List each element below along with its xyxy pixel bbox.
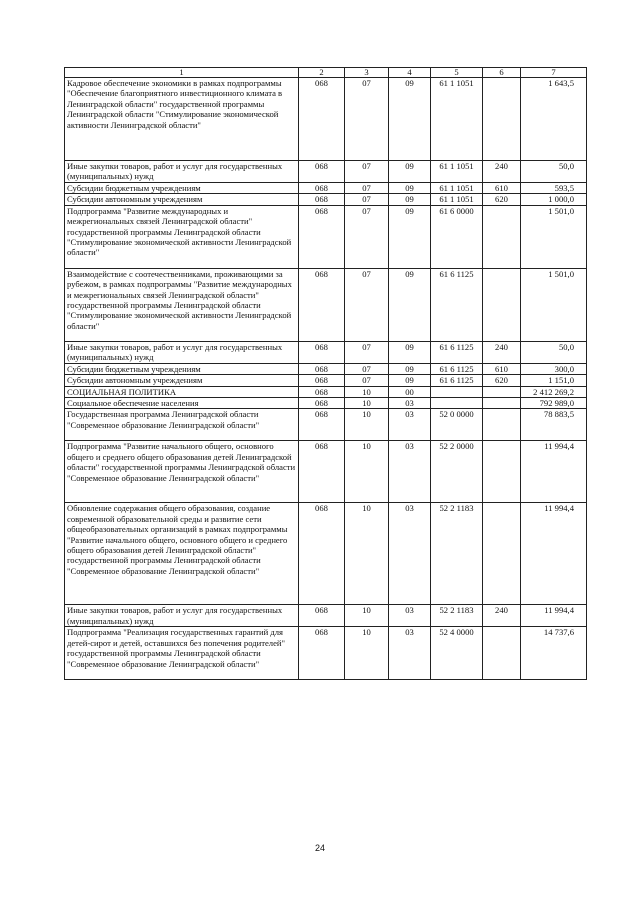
table-row [65, 194, 587, 205]
row-code-6 [483, 386, 521, 397]
row-code-6: 240 [483, 161, 521, 183]
row-amount: 792 989,0 [521, 398, 587, 409]
row-code-2: 068 [299, 441, 345, 503]
row-code-5: 61 1 1051 [431, 78, 483, 161]
row-amount: 11 994,4 [521, 503, 587, 605]
row-code-4: 09 [389, 183, 431, 194]
row-code-3: 10 [345, 605, 389, 627]
row-name: СОЦИАЛЬНАЯ ПОЛИТИКА [65, 386, 299, 397]
row-amount: 1 501,0 [521, 268, 587, 341]
row-code-3: 10 [345, 627, 389, 680]
row-code-2: 068 [299, 268, 345, 341]
row-code-4: 09 [389, 194, 431, 205]
table-row [65, 627, 587, 680]
row-amount: 1 151,0 [521, 375, 587, 386]
row-name: Иные закупки товаров, работ и услуг для государственных (муниципальных) нужд [65, 605, 299, 627]
row-amount: 50,0 [521, 341, 587, 363]
row-code-2: 068 [299, 78, 345, 161]
row-code-5: 52 4 0000 [431, 627, 483, 680]
row-code-6 [483, 78, 521, 161]
header-cell-4: 4 [389, 68, 431, 78]
row-code-3: 10 [345, 503, 389, 605]
row-code-4: 09 [389, 78, 431, 161]
row-amount: 1 501,0 [521, 205, 587, 268]
row-amount: 300,0 [521, 363, 587, 374]
row-code-4: 03 [389, 409, 431, 441]
row-code-6: 610 [483, 363, 521, 374]
row-amount: 1 643,5 [521, 78, 587, 161]
row-code-5: 61 6 1125 [431, 375, 483, 386]
row-code-5: 61 6 0000 [431, 205, 483, 268]
row-name: Субсидии автономным учреждениям [65, 375, 299, 386]
row-amount: 11 994,4 [521, 441, 587, 503]
row-amount: 1 000,0 [521, 194, 587, 205]
row-code-6 [483, 627, 521, 680]
table-row [65, 341, 587, 363]
table-row [65, 409, 587, 441]
table-row [65, 503, 587, 605]
row-code-5: 61 1 1051 [431, 183, 483, 194]
row-code-2: 068 [299, 503, 345, 605]
table-row [65, 161, 587, 183]
row-code-4: 09 [389, 375, 431, 386]
table-body [65, 68, 587, 680]
row-name: Государственная программа Ленинградской области "Современное образование Ленинградской области" [65, 409, 299, 441]
row-code-4: 09 [389, 161, 431, 183]
row-code-4: 09 [389, 205, 431, 268]
row-code-3: 07 [345, 161, 389, 183]
row-code-2: 068 [299, 605, 345, 627]
row-code-4: 09 [389, 341, 431, 363]
table-row [65, 205, 587, 268]
table-row [65, 605, 587, 627]
row-code-6 [483, 441, 521, 503]
header-cell-5: 5 [431, 68, 483, 78]
row-code-3: 07 [345, 205, 389, 268]
row-name: Обновление содержания общего образования, создание современной образовательной среды и развитие сети общеобразовательных организаций в рамках подпрограммы "Развитие начального общего, основного общего и среднего общего образования детей Ленинградской области" государственной программы Ленинградской области "Современное образование Ленинградской области" [65, 503, 299, 605]
row-code-6: 240 [483, 605, 521, 627]
table-row [65, 78, 587, 161]
row-code-6 [483, 268, 521, 341]
row-code-6: 620 [483, 194, 521, 205]
row-code-2: 068 [299, 375, 345, 386]
row-name: Кадровое обеспечение экономики в рамках подпрограммы "Обеспечение благоприятного инвестиционного климата в Ленинградской области" государственной программы Ленинградской области "Стимулирование экономической активности Ленинградской области" [65, 78, 299, 161]
row-code-4: 09 [389, 363, 431, 374]
row-code-2: 068 [299, 386, 345, 397]
table-row [65, 183, 587, 194]
row-code-3: 07 [345, 183, 389, 194]
row-code-2: 068 [299, 341, 345, 363]
row-code-3: 07 [345, 78, 389, 161]
row-code-4: 03 [389, 398, 431, 409]
row-code-5: 61 1 1051 [431, 194, 483, 205]
header-cell-3: 3 [345, 68, 389, 78]
row-name: Подпрограмма "Развитие международных и межрегиональных связей Ленинградской области" государственной программы Ленинградской области "Стимулирование экономической активности Ленинградской области" [65, 205, 299, 268]
row-code-5: 52 2 1183 [431, 503, 483, 605]
budget-table [64, 67, 587, 680]
row-amount: 2 412 269,2 [521, 386, 587, 397]
row-amount: 50,0 [521, 161, 587, 183]
row-name: Подпрограмма "Развитие начального общего, основного общего и среднего общего образования детей Ленинградской области" государственной программы Ленинградской области "Современное образование Ленинградской области" [65, 441, 299, 503]
row-code-3: 07 [345, 363, 389, 374]
row-code-3: 07 [345, 341, 389, 363]
row-code-6: 610 [483, 183, 521, 194]
row-code-6 [483, 503, 521, 605]
header-cell-2: 2 [299, 68, 345, 78]
row-name: Субсидии бюджетным учреждениям [65, 183, 299, 194]
row-amount: 14 737,6 [521, 627, 587, 680]
row-name: Субсидии автономным учреждениям [65, 194, 299, 205]
row-code-3: 07 [345, 268, 389, 341]
row-code-4: 00 [389, 386, 431, 397]
row-name: Взаимодействие с соотечественниками, проживающими за рубежом, в рамках подпрограммы "Развитие международных и межрегиональных связей Ленинградской области" государственной программы Ленинградской области "Стимулирование экономической активности Ленинградской области" [65, 268, 299, 341]
row-name: Субсидии бюджетным учреждениям [65, 363, 299, 374]
page-number: 24 [314, 843, 325, 853]
row-amount: 78 883,5 [521, 409, 587, 441]
row-amount: 593,5 [521, 183, 587, 194]
table-row [65, 363, 587, 374]
row-code-5 [431, 386, 483, 397]
row-name: Подпрограмма "Реализация государственных гарантий для детей-сирот и детей, оставшихся без попечения родителей" государственной программы Ленинградской области "Современное образование Ленинградской области" [65, 627, 299, 680]
row-code-2: 068 [299, 161, 345, 183]
row-code-6 [483, 398, 521, 409]
row-code-2: 068 [299, 194, 345, 205]
row-amount: 11 994,4 [521, 605, 587, 627]
row-code-4: 03 [389, 627, 431, 680]
row-code-5: 61 6 1125 [431, 363, 483, 374]
table-row [65, 268, 587, 341]
row-code-4: 03 [389, 503, 431, 605]
row-code-2: 068 [299, 398, 345, 409]
row-code-5: 52 2 1183 [431, 605, 483, 627]
row-code-3: 10 [345, 409, 389, 441]
row-code-6: 240 [483, 341, 521, 363]
row-code-4: 03 [389, 605, 431, 627]
row-code-4: 09 [389, 268, 431, 341]
row-code-2: 068 [299, 363, 345, 374]
row-code-6: 620 [483, 375, 521, 386]
header-cell-7: 7 [521, 68, 587, 78]
row-code-5: 61 6 1125 [431, 268, 483, 341]
row-code-2: 068 [299, 183, 345, 194]
row-code-3: 07 [345, 375, 389, 386]
row-code-2: 068 [299, 205, 345, 268]
row-name: Иные закупки товаров, работ и услуг для государственных (муниципальных) нужд [65, 341, 299, 363]
table-row [65, 398, 587, 409]
row-code-5 [431, 398, 483, 409]
row-code-3: 10 [345, 386, 389, 397]
header-row [65, 68, 587, 78]
row-code-2: 068 [299, 627, 345, 680]
table-row [65, 386, 587, 397]
row-code-4: 03 [389, 441, 431, 503]
table-row [65, 375, 587, 386]
row-code-3: 07 [345, 194, 389, 205]
row-code-6 [483, 409, 521, 441]
row-code-5: 61 1 1051 [431, 161, 483, 183]
row-name: Социальное обеспечение населения [65, 398, 299, 409]
row-code-5: 52 0 0000 [431, 409, 483, 441]
row-code-3: 10 [345, 398, 389, 409]
row-code-3: 10 [345, 441, 389, 503]
header-cell-1: 1 [65, 68, 299, 78]
row-code-5: 61 6 1125 [431, 341, 483, 363]
row-code-5: 52 2 0000 [431, 441, 483, 503]
header-cell-6: 6 [483, 68, 521, 78]
row-code-6 [483, 205, 521, 268]
row-name: Иные закупки товаров, работ и услуг для государственных (муниципальных) нужд [65, 161, 299, 183]
row-code-2: 068 [299, 409, 345, 441]
table-row [65, 441, 587, 503]
